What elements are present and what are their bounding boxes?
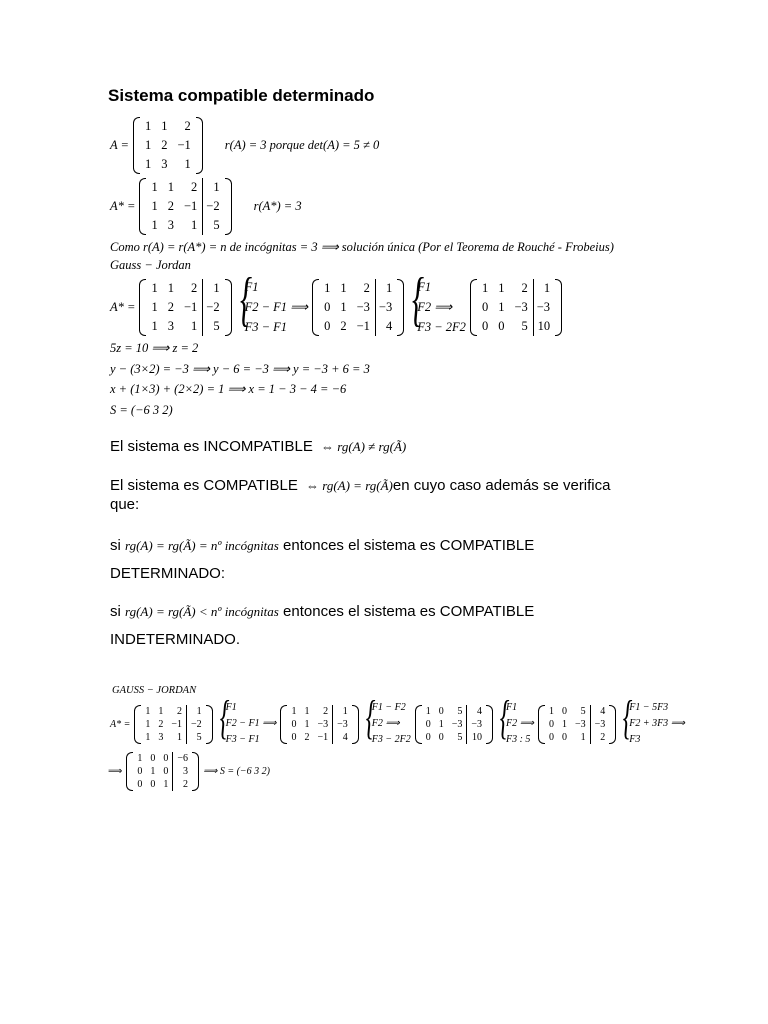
matrix-cell: −3 — [590, 718, 609, 731]
step-1: 5z = 10 ⟹ z = 2 — [110, 341, 199, 355]
matrix-cell: −3 — [467, 718, 486, 731]
row-operation: F3 − F1 — [244, 320, 288, 334]
matrix-cell: 1 — [580, 731, 586, 743]
matrix-row — [140, 136, 196, 155]
gauss-label: Gauss − Jordan — [110, 258, 191, 272]
g2-ops-3 — [497, 700, 534, 748]
matrix-cell: 1 — [151, 280, 158, 295]
matrix-astar-block — [110, 178, 302, 235]
matrix-cell: 1 — [481, 280, 489, 295]
matrix-cell: 0 — [561, 705, 567, 717]
matrix-cell: 0 — [291, 731, 297, 743]
row-operation: F2 − F1 ⟹ — [244, 300, 309, 314]
matrix-cell: −6 — [173, 752, 192, 765]
p4-formula: rg(A) = rg(Ã) < nº incógnitas — [125, 604, 279, 619]
matrix-cell: 0 — [137, 766, 143, 777]
matrix-cell: 1 — [151, 180, 158, 194]
matrix-cell: 0 — [163, 766, 169, 777]
matrix-cell: 1 — [191, 218, 198, 232]
matrix-cell: 1 — [425, 705, 431, 717]
matrix-cell: 1 — [187, 705, 206, 718]
matrix-cell: 4 — [590, 705, 609, 718]
matrix-cell: 1 — [177, 731, 182, 743]
matrix-cell: 1 — [137, 753, 143, 764]
matrix-row — [545, 731, 609, 744]
matrix-cell: 1 — [167, 180, 174, 194]
row-operation: F3 − 2F2 — [417, 320, 466, 334]
matrix-cell: 0 — [438, 705, 444, 717]
matrix-cell: 1 — [438, 718, 444, 730]
matrix-cell: 1 — [151, 199, 158, 213]
matrix-cell: −1 — [171, 718, 182, 730]
matrix-row — [146, 197, 224, 216]
matrix-cell: 2 — [167, 199, 174, 213]
matrix-cell: −1 — [183, 199, 198, 213]
matrix-row — [287, 718, 351, 731]
paragraph-determinado — [110, 532, 534, 588]
matrix-cell: 2 — [161, 138, 168, 152]
p4-si: si — [110, 603, 121, 620]
matrix-cell: 1 — [150, 766, 156, 777]
matrix-cell: 2 — [323, 705, 329, 717]
g2-matrix-3 — [415, 705, 493, 744]
matrix-cell: −2 — [203, 197, 225, 216]
matrix-cell: 0 — [324, 299, 331, 314]
g2-ops-4 — [620, 700, 685, 748]
matrix-cell: 2 — [363, 280, 370, 295]
g1-matrix-3 — [470, 279, 562, 336]
matrix-cell: 2 — [191, 180, 198, 194]
row-operation: { F1 — [417, 280, 432, 294]
paragraph-incompatible — [110, 438, 406, 455]
matrix-row — [477, 298, 555, 317]
matrix-cell: −2 — [203, 298, 225, 317]
matrix-cell: 0 — [291, 718, 297, 730]
matrix-cell: −3 — [574, 718, 586, 730]
matrix-cell: −3 — [533, 298, 555, 317]
row-operation: F2 ⟹ — [371, 718, 400, 729]
matrix-cell: 1 — [498, 299, 505, 314]
matrix-row — [545, 705, 609, 718]
matrix-row — [141, 731, 205, 744]
matrix-cell: 5 — [187, 731, 206, 744]
matrix-cell: 1 — [548, 705, 554, 717]
matrix-cell: 0 — [498, 318, 505, 333]
matrix-cell: 0 — [163, 753, 169, 764]
matrix-row — [146, 298, 224, 317]
row-operation: F2 − F1 ⟹ — [225, 718, 277, 729]
matrix-cell: 5 — [580, 705, 586, 717]
g2-matrix-2 — [280, 705, 358, 744]
matrix-cell: 1 — [333, 705, 352, 718]
p3-formula: rg(A) = rg(Ã) = nº incógnitas — [125, 538, 279, 553]
matrix-cell: 2 — [173, 778, 192, 791]
step-4: S = (−6 3 2) — [110, 402, 173, 417]
g2-label: A* = — [110, 718, 131, 730]
gauss-jordan-1 — [110, 277, 562, 337]
matrix-row — [133, 765, 192, 778]
matrix-row — [477, 279, 555, 298]
matrix-cell: 4 — [333, 731, 352, 744]
matrix-cell: −1 — [317, 731, 329, 743]
matrix-cell: −1 — [177, 138, 191, 152]
gauss-jordan-2-result — [108, 752, 270, 791]
row-operation: F2 ⟹ — [417, 300, 453, 314]
matrix-cell: 2 — [158, 718, 164, 730]
p3-text2: DETERMINADO: — [110, 565, 226, 582]
matrix-cell: 1 — [324, 280, 331, 295]
g1-label: A* = — [110, 299, 136, 314]
p4-text2: INDETERMINADO. — [110, 631, 241, 648]
matrix-row — [141, 718, 205, 731]
row-operation: F2 + 3F3 ⟹ — [629, 718, 686, 729]
matrix-cell: 1 — [375, 279, 397, 298]
matrix-cell: 1 — [145, 705, 151, 717]
matrix-a — [133, 117, 203, 174]
matrix-cell: −3 — [317, 718, 329, 730]
row-operation: { F1 — [505, 702, 518, 713]
matrix-cell: 3 — [161, 157, 168, 171]
matrix-cell: 1 — [144, 157, 152, 171]
p4-text: entonces el sistema es COMPATIBLE — [283, 603, 535, 620]
paragraph-compatible — [110, 476, 611, 514]
matrix-cell: 1 — [533, 279, 555, 298]
matrix-row — [146, 279, 224, 298]
matrix-cell: 3 — [167, 218, 174, 232]
matrix-cell: 0 — [548, 718, 554, 730]
matrix-cell: 1 — [167, 280, 174, 295]
matrix-cell: 1 — [191, 318, 198, 333]
matrix-cell: 1 — [163, 779, 169, 790]
matrix-cell: 4 — [375, 317, 397, 336]
matrix-cell: 1 — [561, 718, 567, 730]
matrix-cell: 0 — [481, 299, 489, 314]
matrix-cell: 3 — [167, 318, 174, 333]
matrix-cell: 5 — [203, 317, 225, 336]
step-3: x + (1×3) + (2×2) = 1 ⟹ x = 1 − 3 − 4 = −6 — [110, 382, 347, 396]
page-title: Sistema compatible determinado — [108, 86, 375, 105]
matrix-cell: 1 — [145, 731, 151, 743]
matrix-cell: 1 — [184, 157, 191, 171]
gauss-jordan-2 — [110, 700, 685, 748]
step-2: y − (3×2) = −3 ⟹ y − 6 = −3 ⟹ y = −3 + 6 = 3 — [110, 361, 370, 376]
matrix-a-block — [110, 117, 379, 174]
p3-text: entonces el sistema es COMPATIBLE — [283, 537, 535, 554]
matrix-row — [146, 216, 224, 235]
p2-tail2: que: — [110, 496, 140, 513]
matrix-cell: 2 — [191, 280, 198, 295]
matrix-row — [140, 117, 196, 136]
matrix-row — [477, 317, 555, 336]
matrix-cell: 2 — [521, 280, 528, 295]
p2-tail: en cuyo caso además se verifica — [392, 477, 611, 494]
matrix-cell: 1 — [203, 279, 225, 298]
matrix-cell: 5 — [203, 216, 225, 235]
matrix-row — [133, 752, 192, 765]
matrix-cell: 2 — [304, 731, 310, 743]
matrix-cell: 0 — [425, 731, 431, 743]
matrix-cell: 0 — [150, 753, 156, 764]
matrix-cell: 10 — [533, 317, 555, 336]
matrix-cell: 10 — [467, 731, 486, 744]
matrix-cell: 1 — [304, 705, 310, 717]
matrix-cell: 0 — [137, 779, 143, 790]
matrix-row — [545, 718, 609, 731]
como-line: Como r(A) = r(A*) = n de incógnitas = 3 ⟹ solución única (Por el Teorema de Rouché - Frobeius) — [110, 240, 614, 254]
matrix-cell: 1 — [144, 119, 152, 133]
matrix-cell: −1 — [356, 318, 370, 333]
g2-ops-1 — [217, 700, 277, 748]
p2-formula: ⇔ rg(A) = rg(Ã) — [306, 478, 393, 493]
matrix-astar-label: A* = — [110, 199, 136, 213]
matrix-cell: −3 — [451, 718, 463, 730]
g1-ops-1 — [236, 277, 309, 337]
g2-matrix-1 — [134, 705, 212, 744]
matrix-row — [141, 705, 205, 718]
matrix-cell: 1 — [161, 119, 168, 133]
matrix-row — [146, 317, 224, 336]
matrix-cell: 2 — [167, 299, 174, 314]
matrix-cell: −1 — [183, 299, 198, 314]
matrix-cell: −3 — [514, 299, 528, 314]
matrix-cell: 1 — [304, 718, 310, 730]
g2-matrix-4 — [538, 705, 616, 744]
matrix-cell: 1 — [144, 138, 152, 152]
matrix-cell: 5 — [457, 705, 463, 717]
matrix-cell: 0 — [561, 731, 567, 743]
matrix-cell: 3 — [158, 731, 164, 743]
matrix-cell: 5 — [521, 318, 528, 333]
row-operation: { F1 − F2 — [371, 702, 406, 713]
matrix-row — [319, 279, 397, 298]
matrix-cell: 1 — [340, 280, 347, 295]
row-operation: F3 : 5 — [505, 734, 531, 745]
p1-formula: ⇔ rg(A) ≠ rg(Ã) — [321, 439, 407, 454]
matrix-cell: −3 — [333, 718, 352, 731]
matrix-cell: 0 — [481, 318, 489, 333]
matrix-cell: 2 — [340, 318, 347, 333]
matrix-cell: 0 — [548, 731, 554, 743]
matrix-cell: −3 — [356, 299, 370, 314]
matrix-a-label: A = — [110, 138, 129, 152]
matrix-row — [287, 705, 351, 718]
paragraph-indeterminado — [110, 598, 534, 654]
matrix-cell: 1 — [151, 299, 158, 314]
matrix-cell: 2 — [184, 119, 191, 133]
g1-ops-2 — [408, 277, 466, 337]
matrix-row — [422, 718, 486, 731]
p1-text: El sistema es INCOMPATIBLE — [110, 438, 313, 455]
p2-text: El sistema es COMPATIBLE — [110, 477, 298, 494]
g2-matrix-5 — [126, 752, 199, 791]
matrix-cell: 1 — [158, 705, 164, 717]
matrix-row — [319, 298, 397, 317]
matrix-row — [422, 731, 486, 744]
matrix-cell: 0 — [324, 318, 331, 333]
matrix-cell: 3 — [173, 765, 192, 778]
matrix-row — [140, 155, 196, 174]
p3-si: si — [110, 537, 121, 554]
matrix-row — [287, 731, 351, 744]
matrix-astar-note: r(A*) = 3 — [253, 199, 302, 213]
matrix-cell: 1 — [145, 718, 151, 730]
matrix-cell: 1 — [151, 218, 158, 232]
matrix-astar — [139, 178, 231, 235]
g2-result: ⟹ S = (−6 3 2) — [202, 766, 270, 777]
matrix-cell: 5 — [457, 731, 463, 743]
matrix-row — [146, 178, 224, 197]
row-operation: F3 − F1 — [225, 734, 260, 745]
g2-ops-2 — [363, 700, 411, 748]
matrix-a-note: r(A) = 3 porque det(A) = 5 ≠ 0 — [224, 138, 380, 152]
matrix-cell: 0 — [150, 779, 156, 790]
row-operation: { F1 — [225, 702, 237, 713]
solution-steps — [110, 338, 370, 420]
row-operation: { F1 − 5F3 — [629, 702, 669, 713]
matrix-cell: 4 — [467, 705, 486, 718]
row-operation: F2 ⟹ — [505, 718, 534, 729]
matrix-cell: 1 — [203, 178, 225, 197]
matrix-cell: 2 — [590, 731, 609, 744]
matrix-cell: 2 — [177, 705, 182, 717]
matrix-cell: 0 — [438, 731, 444, 743]
g1-matrix-1 — [139, 279, 231, 336]
matrix-cell: 0 — [425, 718, 431, 730]
matrix-cell: 1 — [340, 299, 347, 314]
matrix-cell: 1 — [498, 280, 505, 295]
matrix-row — [422, 705, 486, 718]
row-operation: { F1 — [244, 280, 259, 294]
gauss2-label: GAUSS − JORDAN — [112, 685, 197, 696]
row-operation: F3 − 2F2 — [371, 734, 411, 745]
row-operation: F3 — [629, 734, 641, 745]
matrix-row — [133, 778, 192, 791]
matrix-cell: 1 — [291, 705, 297, 717]
matrix-cell: −2 — [187, 718, 206, 731]
matrix-cell: −3 — [375, 298, 397, 317]
g2-arrow: ⟹ — [108, 766, 123, 777]
g1-matrix-2 — [312, 279, 404, 336]
matrix-cell: 1 — [151, 318, 158, 333]
matrix-row — [319, 317, 397, 336]
